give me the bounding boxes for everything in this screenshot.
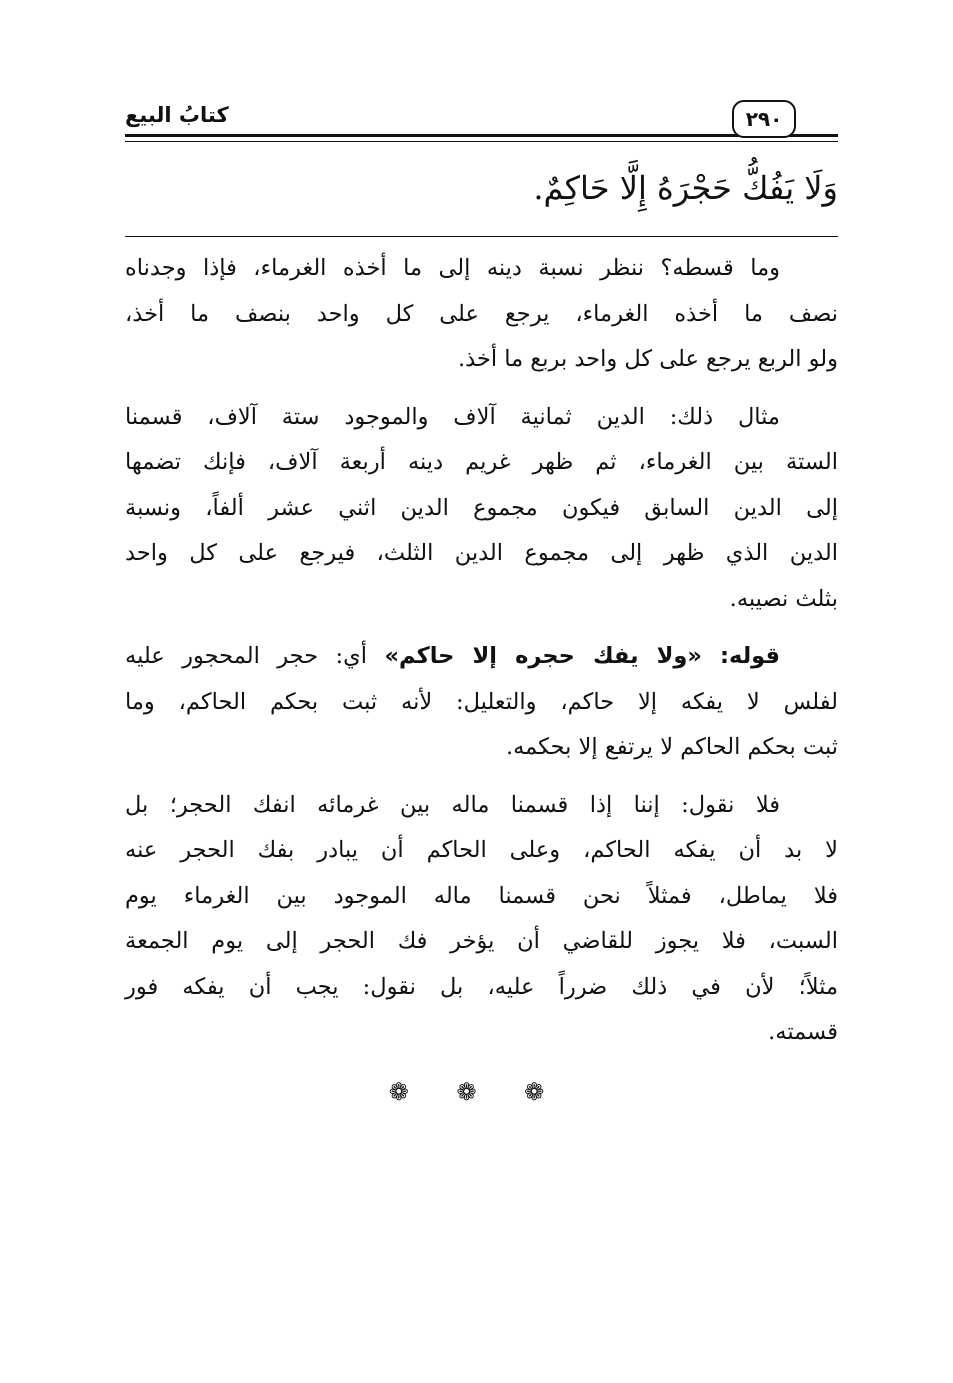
matn-text: وَلَا يَفُكُّ حَجْرَهُ إِلَّا حَاكِمٌ. [533,169,838,207]
text-line: الدين الذي ظهر إلى مجموع الدين الثلث، فيرجع على كل واحد [125,540,838,566]
text-line: ولو الربع يرجع على كل واحد بربع ما أخذ. [457,346,838,372]
text-line: إلى الدين السابق فيكون مجموع الدين اثني عشر ألفاً، ونسبة [125,494,838,521]
text-line: وما قسطه؟ ننظر نسبة دينه إلى ما أخذه الغرماء، فإذا وجدناه [125,255,780,281]
paragraph-4 [125,783,838,1056]
commentary [125,246,838,1068]
page-number: ٢٩٠ [732,100,796,138]
text-line: مثال ذلك: الدين ثمانية آلاف والموجود ستة آلاف، قسمنا [125,403,780,430]
text-line: قسمته. [768,1019,838,1045]
page-header [125,100,838,148]
paragraph-1 [125,246,838,383]
text-line: فلا نقول: إننا إذا قسمنا ماله بين غرمائه انفك الحجر؛ بل [125,791,780,818]
header-rule-thin [125,141,838,142]
text-line: ثبت بحكم الحاكم لا يرتفع إلا بحكمه. [505,734,838,760]
text-line: السبت، فلا يجوز للقاضي أن يؤخر فك الحجر إلى يوم الجمعة [125,928,838,954]
text-line: لفلس لا يفكه إلا حاكم، والتعليل: لأنه ثبت بحكم الحاكم، وما [125,688,838,715]
header-rule-thick [125,134,838,137]
text-line: لا بد أن يفكه الحاكم، وعلى الحاكم أن يبادر بفك الحجر عنه [125,837,838,863]
paragraph-2 [125,395,838,623]
text-line: نصف ما أخذه الغرماء، يرجع على كل واحد بنصف ما أخذ، [125,300,838,327]
text-line [125,634,838,680]
matn-separator [125,236,838,237]
text-line: فلا يماطل، فمثلاً نحن قسمنا ماله الموجود بين الغرماء يوم [125,882,838,909]
section-end-ornament: ❁ ❁ ❁ [388,1078,565,1106]
text-line: مثلاً؛ لأن في ذلك ضرراً عليه، بل نقول: يجب أن يفكه فور [125,973,838,1000]
book-title: كتابُ البيع [125,103,229,127]
text-run: أي: حجر المحجور عليه [125,643,385,669]
paragraph-3 [125,634,838,771]
quoted-matn: قوله: «ولا يفك حجره إلا حاكم» [384,643,780,669]
text-line: الستة بين الغرماء، ثم ظهر غريم دينه أربعة آلاف، فإنك تضمها [125,449,838,475]
text-line: بثلث نصيبه. [729,585,838,612]
